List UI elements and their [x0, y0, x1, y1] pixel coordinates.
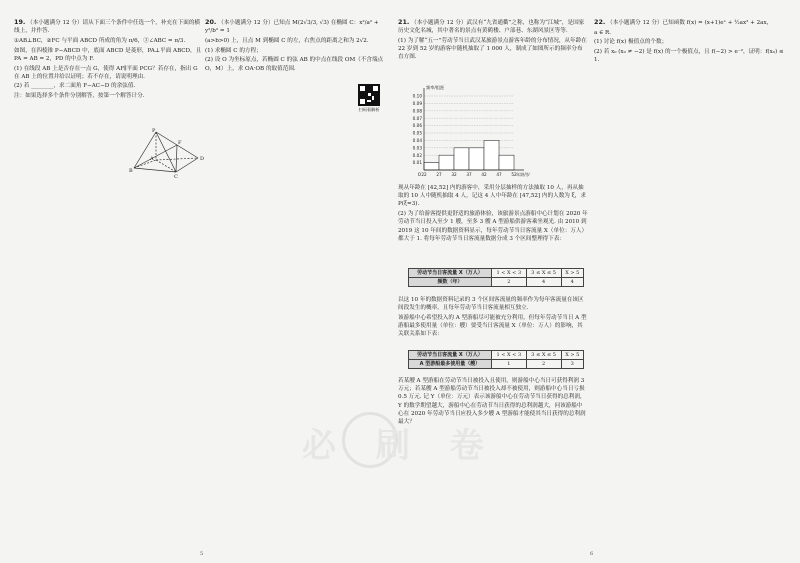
flow-frequency-table: [408, 268, 584, 287]
table-cell: 3 ≤ X ≤ 5: [526, 269, 561, 278]
origin-label: O: [417, 172, 421, 177]
svg-text:C: C: [174, 174, 178, 178]
table-row: [409, 360, 584, 369]
histogram-bar: [484, 140, 499, 170]
table-row: [409, 351, 584, 360]
table-header-cell: 劳动节当日客流量 X（万人）: [409, 269, 492, 278]
q19-conditions: ①AB⊥BC，②FC 与平面 ABCD 所成的角为 π/6，③∠ABC = π/3.: [14, 37, 186, 44]
x-tick-label: 47: [496, 172, 502, 177]
q21-part1-question: 现从年龄在 [42,52] 内的游客中，采用分层抽样的方法抽取 10 人，再从抽取的 10 人中随机抽取 4 人，记这 4 人中年龄在 [47,52] 内的人数为 ξ，求 P(ξ=3).: [398, 185, 586, 208]
table-header-cell: A 型游船最多使用量（艘）: [409, 360, 492, 369]
q21-probability-note: 以这 10 年的数据资料记录的 3 个区间客流量的频率作为每年客流量在该区间段发生的概率，且每年劳动节当日客流量相互独立.: [398, 297, 584, 312]
q21-part1: (1) 为了解“五一”劳动节当日武汉某旅游景点游客年龄的分布情况，从年龄在 22 岁到 52 岁的游客中随机抽取了 1 000 人，制成了如图所示的频率分布直方图.: [398, 37, 587, 61]
page-number-left: 5: [200, 551, 204, 557]
table-cell: 1: [491, 360, 526, 369]
q20-part2: (2) 设 O 为坐标原点，若椭圆 C 的弦 AB 的中点在线段 OM（不含端点 O，M）上，求 OA·OB 的取值范围.: [205, 57, 384, 72]
x-tick-label: 42: [481, 172, 487, 177]
table-row: [409, 278, 584, 287]
y-tick-label: 0.10: [412, 93, 422, 99]
x-tick-label: 22: [421, 172, 427, 177]
y-tick-label: 0.06: [412, 123, 422, 129]
question-number: 19.: [14, 18, 26, 26]
table-header-cell: 频数（年）: [409, 278, 492, 287]
q22-domain: a ∈ R.: [594, 29, 612, 36]
question-number: 22.: [594, 18, 606, 26]
pyramid-figure: [128, 128, 208, 178]
table-cell: 3: [561, 360, 583, 369]
q19-setup: 如图，在四棱锥 P−ABCD 中，底面 ABCD 是菱形，PA⊥平面 ABCD，且 PA = AB = 2，PD 的中点为 F.: [14, 47, 202, 62]
table-cell: 2: [491, 278, 526, 287]
histogram-bar: [454, 148, 469, 170]
svg-text:F: F: [178, 140, 182, 146]
table-cell: 2: [526, 360, 561, 369]
y-tick-label: 0.07: [412, 115, 422, 121]
x-axis-label: 年龄/岁: [516, 172, 530, 177]
histogram-bar: [439, 155, 454, 170]
q20-stem: （本小题满分 12 分）已知点 M(2√3/3, √3) 在椭圆 C：x²/a² + y²/b² = 1: [205, 20, 379, 35]
q19-note: 注：如果选择多个条件分别解答，按第一个解答计分.: [14, 93, 145, 100]
question-number: 20.: [205, 18, 217, 26]
histogram-bar: [469, 148, 484, 170]
table-cell: 4: [561, 278, 583, 287]
question-number: 21.: [398, 18, 410, 26]
histogram-chart: [398, 84, 538, 182]
y-tick-label: 0.04: [412, 138, 422, 143]
histogram-bar: [499, 155, 514, 170]
q22-part2: (2) 若 x₀ (x₀ ≠ −2) 是 f(x) 的一个极值点，且 f(−2) > e⁻²，证明：f(x₀) ≤ 1.: [594, 49, 784, 64]
boat-usage-table: [408, 350, 584, 369]
x-tick-label: 32: [451, 172, 457, 177]
y-tick-label: 0.08: [412, 108, 422, 114]
q19-part1: (1) 在线段 AB 上是否存在一点 G，使得 AF∥平面 PCG？若存在，指出 G 在 AB 上的位置并给以证明；若不存在，请说明理由.: [14, 65, 198, 80]
y-axis-label: 频率/组距: [426, 85, 445, 90]
y-tick-label: 0.03: [412, 145, 422, 151]
q21-profit-question: 若某艘 A 型游船在劳动节当日被投入且使用，则游船中心当日可获得利润 3 万元；若某艘 A 型游船劳动节当日被投入却不被使用，则游船中心当日亏损 0.5 万元. 记 Y（单位：万元）表示该游船中心在劳动节当日获得的总利润，Y 的数学期望越大，游船中心在劳动节当日获得的总利润越大，问该游船中心在 2020 年劳动节当日应投入多少艘 A 型游船才能使其当日获得的总利润最大？: [398, 378, 586, 426]
y-tick-label: 0.01: [412, 160, 422, 166]
question-19: [14, 18, 202, 102]
y-tick-label: 0.02: [412, 152, 422, 158]
q19-part2: (2) 若 ________，求二面角 F−AC−D 的余弦值.: [14, 83, 136, 90]
histogram-bar: [424, 163, 439, 170]
y-tick-label: 0.05: [412, 130, 422, 136]
svg-text:D: D: [200, 156, 205, 162]
q20-condition: (a>b>0) 上，且点 M 到椭圆 C 的左，右焦点的距离之和为 2√2.: [205, 37, 369, 44]
q22-stem: （本小题满分 12 分）已知函数 f(x) = (x+1)eˣ + ½ax² + 2ax，: [607, 20, 773, 26]
x-tick-label: 52: [511, 172, 517, 177]
question-21-cont2: [398, 296, 588, 340]
q21-stem: （本小题满分 12 分）武汉有“九省通衢”之称，也称为“江城”，是国家历史文化名城，其中著名的景点有黄鹤楼、户部巷、东湖风景区等等.: [398, 20, 585, 35]
table-row: [409, 269, 584, 278]
table-cell: 1 < X < 3: [491, 351, 526, 360]
x-tick-label: 37: [466, 172, 472, 177]
q21-part2: (2) 为了给游客提供更舒适的旅游体验，该旅游景点游船中心计划在 2020 年劳动节当日投入至少 1 艘，至多 3 艘 A 型游船供游客乘坐观光. 由 2010 到 2019 这 10 年间的数据资料显示，每年劳动节当日客流量 X（单位：万人）都大于 1. 将每年劳动节当日客流量数据分成 3 个区间整理得下表：: [398, 211, 588, 242]
q22-part1: (1) 讨论 f(x) 极值点的个数；: [594, 39, 668, 46]
question-21-cont: [398, 184, 588, 244]
table-cell: 4: [526, 278, 561, 287]
svg-text:B: B: [129, 168, 133, 174]
table-cell: X > 5: [561, 269, 583, 278]
qr-code-icon[interactable]: [358, 84, 380, 106]
table-cell: 3 ≤ X ≤ 5: [526, 351, 561, 360]
question-20: [205, 18, 390, 74]
q20-part1: (1) 求椭圆 C 的方程；: [205, 47, 262, 54]
question-21: [398, 18, 588, 63]
page-number-right: 6: [590, 551, 594, 557]
y-tick-label: 0.09: [412, 101, 422, 106]
table-cell: X > 5: [561, 351, 583, 360]
x-tick-label: 27: [436, 172, 442, 177]
table-header-cell: 劳动节当日客流量 X（万人）: [409, 351, 492, 360]
watermark-text: 必 刷 卷: [302, 426, 498, 466]
svg-text:A: A: [150, 156, 154, 162]
table-cell: 1 < X < 3: [491, 269, 526, 278]
question-22: [594, 18, 784, 66]
q21-usage-note: 该游船中心希望投入的 A 型游船尽可能被充分利用，但每年劳动节当日 A 型游船最多使用量（单位：艘）要受当日客流量 X（单位：万人）的影响，其关联关系如下表：: [398, 314, 587, 338]
q19-stem: （本小题满分 12 分）请从下面三个条件中任选一个，补充在下面的横线上，并作答.: [14, 20, 201, 35]
svg-text:P: P: [152, 128, 156, 134]
qr-caption: 扫码看解析: [358, 107, 380, 112]
